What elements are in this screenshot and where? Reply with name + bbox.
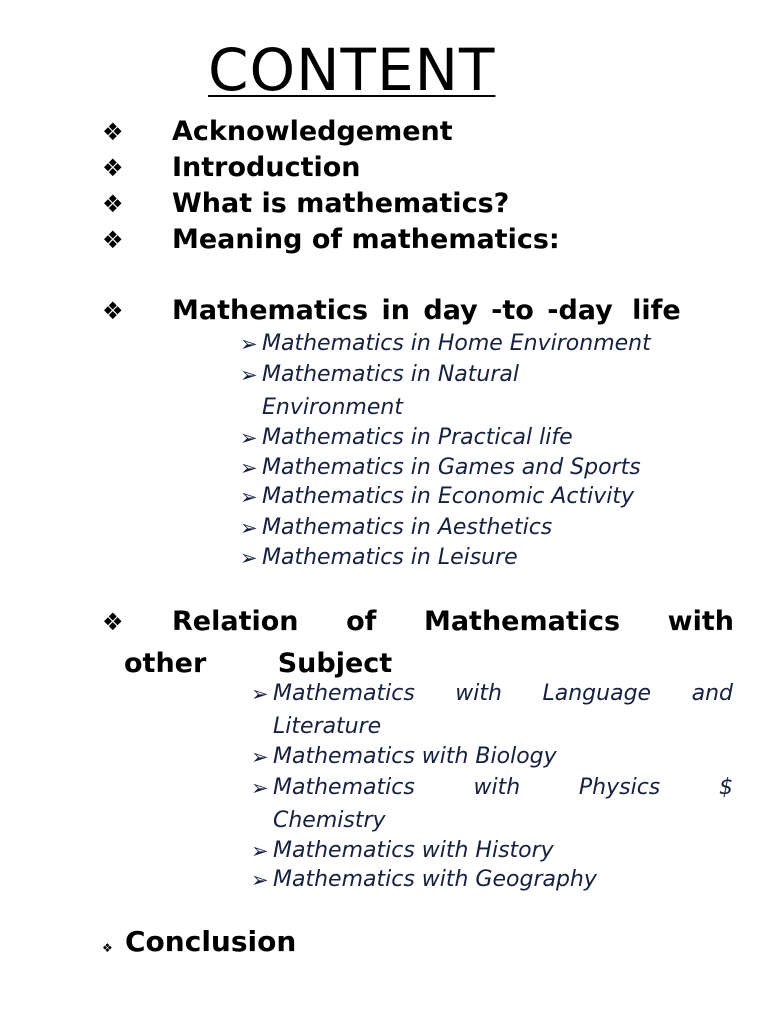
arrow-bullet-icon: ➢ — [240, 456, 258, 480]
heading-word: Mathematics — [172, 295, 369, 326]
heading-word: other — [124, 648, 207, 679]
arrow-bullet-icon: ➢ — [251, 776, 269, 800]
toc-item-label: Meaning of mathematics: — [172, 224, 560, 255]
heading-word: -day — [547, 295, 613, 326]
toc-item-label: Introduction — [172, 152, 361, 183]
heading-word: in — [381, 295, 411, 326]
arrow-bullet-icon: ➢ — [251, 745, 269, 769]
diamond-bullet-icon: ❖ — [102, 297, 124, 325]
diamond-bullet-icon: ❖ — [102, 226, 124, 254]
small-diamond-bullet-icon: ❖ — [102, 941, 113, 955]
arrow-bullet-icon: ➢ — [240, 516, 258, 540]
diamond-bullet-icon: ❖ — [102, 154, 124, 182]
diamond-bullet-icon: ❖ — [102, 118, 124, 146]
arrow-bullet-icon: ➢ — [251, 839, 269, 863]
toc-item-conclusion: Conclusion — [125, 925, 297, 958]
diamond-bullet-icon: ❖ — [102, 190, 124, 218]
heading-word: with — [667, 606, 734, 637]
diamond-bullet-icon: ❖ — [102, 608, 124, 636]
arrow-bullet-icon: ➢ — [240, 363, 258, 387]
arrow-bullet-icon: ➢ — [240, 426, 258, 450]
arrow-bullet-icon: ➢ — [240, 546, 258, 570]
heading-word: day — [423, 295, 478, 326]
heading-word: Subject — [277, 648, 393, 679]
heading-word: life — [632, 295, 681, 326]
page-title: CONTENT — [208, 36, 496, 104]
arrow-bullet-icon: ➢ — [251, 682, 269, 706]
toc-item-label: Acknowledgement — [172, 116, 453, 147]
heading-word: Relation — [172, 606, 299, 637]
arrow-bullet-icon: ➢ — [240, 485, 258, 509]
heading-word: of — [346, 606, 377, 637]
toc-item-relation-line2 — [124, 646, 392, 682]
toc-item-label: What is mathematics? — [172, 188, 510, 219]
arrow-bullet-icon: ➢ — [240, 332, 258, 356]
arrow-bullet-icon: ➢ — [251, 868, 269, 892]
heading-word: Mathematics — [423, 606, 621, 637]
heading-word: -to — [491, 295, 534, 326]
